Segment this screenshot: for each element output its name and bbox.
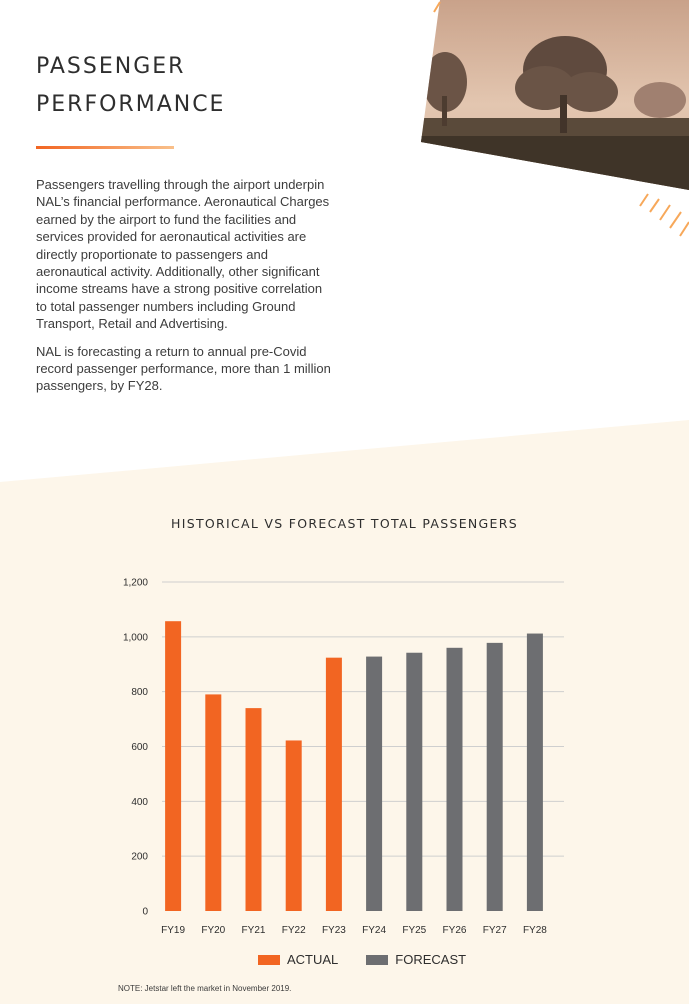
legend-item-forecast bbox=[366, 952, 466, 967]
bar-forecast bbox=[527, 634, 543, 911]
y-tick-label: 800 bbox=[131, 687, 148, 699]
legend-label-forecast: FORECAST bbox=[395, 952, 467, 967]
legend-item-actual bbox=[258, 952, 338, 967]
bar-actual bbox=[205, 694, 221, 911]
x-tick-label: FY28 bbox=[522, 925, 547, 936]
legend-label-actual: ACTUAL bbox=[287, 952, 339, 967]
bar-actual bbox=[165, 621, 181, 911]
bar-forecast bbox=[447, 648, 463, 911]
x-tick-label: FY27 bbox=[482, 925, 507, 936]
intro-paragraph: Passengers travelling through the airport underpin NAL’s financial performance. Aeronautical Charges earned by the airport to fund the facilities and services provided for aeronautical activities are directly proportionate to passengers and aeronautical activity. Additionally, other significant income streams have a strong positive correlation to total passenger numbers including Ground Transport, Retail and Advertising. bbox=[36, 177, 330, 332]
chart-title: HISTORICAL VS FORECAST TOTAL PASSENGERS bbox=[171, 516, 518, 531]
bar-actual bbox=[246, 708, 262, 911]
bar-actual bbox=[286, 740, 302, 911]
x-tick-label: FY20 bbox=[201, 925, 226, 936]
x-tick-label: FY25 bbox=[402, 925, 427, 936]
bar-forecast bbox=[487, 643, 503, 911]
body-text bbox=[36, 176, 336, 405]
bar-forecast bbox=[366, 657, 382, 911]
x-tick-label: FY23 bbox=[321, 925, 346, 936]
page-title-line-2: PERFORMANCE bbox=[36, 92, 226, 117]
y-tick-label: 600 bbox=[131, 742, 148, 753]
x-tick-label: FY22 bbox=[281, 925, 306, 936]
x-tick-label: FY26 bbox=[442, 925, 467, 936]
title-underline bbox=[36, 146, 174, 149]
y-tick-label: 1,000 bbox=[122, 632, 148, 644]
passenger-bar-chart bbox=[0, 560, 689, 950]
x-tick-label: FY19 bbox=[161, 925, 186, 936]
chart-legend bbox=[258, 952, 494, 967]
forecast-paragraph: NAL is forecasting a return to annual pre-Covid record passenger performance, more than 1 million passengers, by FY28. bbox=[36, 343, 331, 394]
y-tick-label: 1,200 bbox=[122, 577, 148, 589]
x-tick-label: FY24 bbox=[362, 925, 387, 936]
bar-actual bbox=[326, 658, 342, 911]
footnote: NOTE: Jetstar left the market in November 2019. bbox=[118, 984, 292, 993]
x-tick-label: FY21 bbox=[241, 925, 266, 936]
y-tick-label: 0 bbox=[142, 906, 148, 918]
page-title-line-1: PASSENGER bbox=[36, 54, 186, 79]
legend-swatch-actual bbox=[258, 955, 280, 965]
bar-forecast bbox=[406, 653, 422, 911]
page-title bbox=[36, 48, 225, 124]
y-tick-label: 200 bbox=[131, 851, 148, 863]
y-tick-label: 400 bbox=[131, 796, 148, 808]
legend-swatch-forecast bbox=[366, 955, 388, 965]
